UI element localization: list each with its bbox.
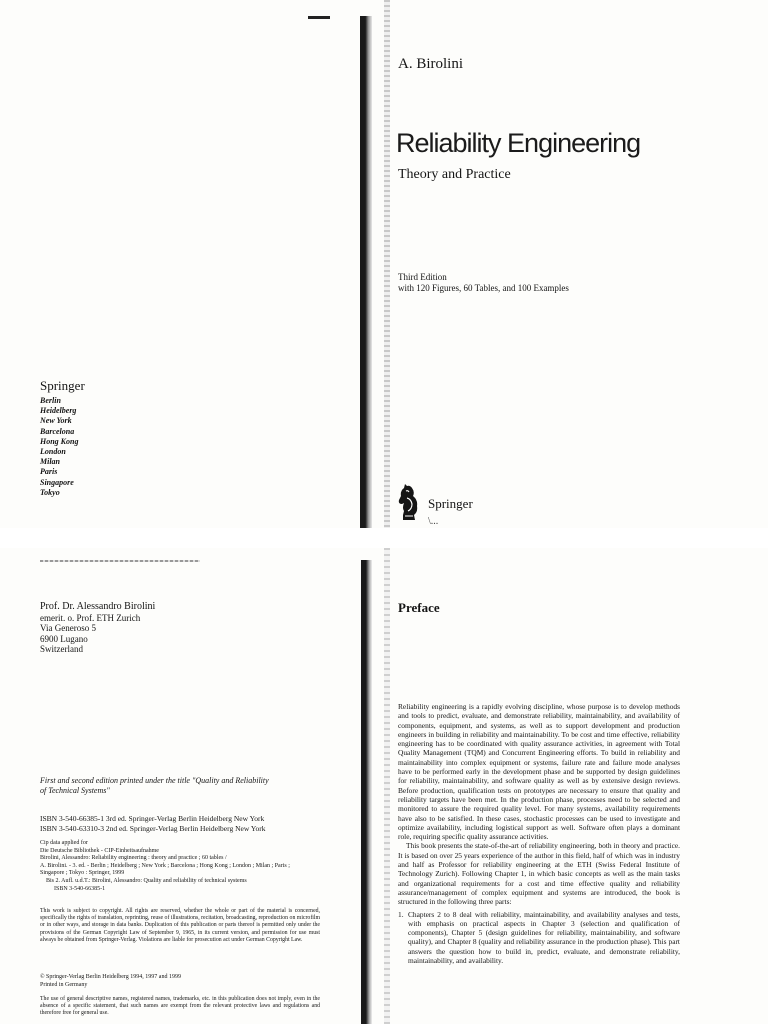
publisher-name: Springer [40, 378, 85, 393]
city: Barcelona [40, 426, 75, 436]
note-line: First and second edition printed under the title "Quality and Reliability [40, 776, 269, 785]
springer-knight-logo-icon [396, 482, 422, 522]
title-page [384, 0, 768, 528]
edition-info [398, 272, 569, 294]
preface-list-item [398, 910, 680, 966]
city: Paris [40, 467, 58, 477]
figures-note: with 120 Figures, 60 Tables, and 100 Examples [398, 283, 569, 293]
cip-line: Die Deutsche Bibliothek - CIP-Einheitsaufnahme [40, 847, 159, 854]
note-line: of Technical Systems" [40, 786, 110, 795]
page-gutter [361, 560, 372, 1024]
city: London [40, 447, 66, 457]
author-address [40, 602, 155, 655]
cip-line: Bis 2. Aufl. u.d.T.: Birolini, Alessandro: Quality and reliability of technical systems [46, 877, 247, 884]
edition-label: Third Edition [398, 272, 447, 282]
address-line: Via Generoso 5 [40, 623, 96, 634]
springer-logo-text: Springer [428, 496, 473, 511]
preface-body [398, 702, 680, 965]
scan-mark [308, 16, 330, 19]
city: Milan [40, 457, 61, 467]
isbn-block [40, 814, 266, 833]
copyright-year: © Springer-Verlag Berlin Heidelberg 1994, 1997 and 1999 [40, 974, 181, 980]
isbn-line: ISBN 3-540-66385-1 3rd ed. Springer-Verlag Berlin Heidelberg New York [40, 814, 265, 823]
preface-heading: Preface [398, 600, 440, 615]
trademark-notice: The use of general descriptive names, registered names, trademarks, etc. in this publication does not imply, even in the absence of a specific statement, that such names are exempt from the relevant protective laws and regulations and therefore free for general use. [40, 996, 320, 1017]
city: Tokyo [40, 487, 60, 497]
city: Singapore [40, 477, 74, 487]
city: New York [40, 416, 72, 426]
scan-edge [384, 0, 390, 528]
city: Berlin [40, 396, 61, 405]
book-subtitle: Theory and Practice [398, 167, 511, 182]
address-line: Switzerland [40, 644, 83, 655]
author-full-name: Prof. Dr. Alessandro Birolini [40, 601, 156, 612]
first-edition-note [40, 776, 269, 796]
list-item-text: Chapters 2 to 8 deal with reliability, maintainability, and availability analyses and tests, with emphasis on practical aspects in Chapter 3 (selection and qualification of components), Chapter 5 (design guidelines for reliability, maintainability, and software quality), and Chapter 8 (quality and reliability assurance in the production phase). This part answers the question how to build in, predict, evaluate, and demonstrate reliability, maintainability, and availability. [408, 909, 680, 966]
publisher-cities [40, 396, 78, 498]
cip-line: ISBN 3-540-66385-1 [54, 885, 106, 892]
address-line: emerit. o. Prof. ETH Zurich [40, 612, 141, 623]
preface-paragraph: Reliability engineering is a rapidly evolving discipline, whose purpose is to develop methods and tools to predict, evaluate, and demonstrate reliability, maintainability, and availability of components, equipment, and systems, as well as to support development and production engineers in building in reliability and maintainability. To be cost and time effective, reliability engineering has to be coordinated with quality assurance activities, in agreement with Total Quality Management (TQM) and Concurrent Engineering efforts. To build in reliability and maintainability into complex equipment or systems, failure rate and failure mode analyses have to be performed early in the development phase and be supported by design guidelines for reliability, maintainability, and software quality as well as by extensive design reviews. Before production, qualification tests on prototypes are necessary to ensure that quality and reliability targets have been met. In the production phase, processes need to be selected and monitored to assure the required quality level. For many systems, availability requirements have also to be satisfied. In these cases, stochastic processes can be used to investigate and optimize availability, including logistical support as well. Software often plays a dominant role, requiring specific quality assurance activities. [398, 702, 680, 842]
cip-line: Cip data applied for [40, 840, 88, 846]
cip-line: A. Birolini. - 3. ed. - Berlin ; Heidelberg ; New York ; Barcelona ; Hong Kong ; London ; Milan ; Paris ; [40, 862, 290, 869]
cip-data [40, 840, 290, 893]
address-line: 6900 Lugano [40, 633, 88, 644]
isbn-line: ISBN 3-540-63310-3 2nd ed. Springer-Verlag Berlin Heidelberg New York [40, 823, 266, 833]
printed-in: Printed in Germany [40, 981, 88, 988]
scan-edge [384, 548, 390, 1024]
list-number: 1. [398, 909, 404, 919]
logo-fragment: \... [428, 516, 439, 527]
city: Hong Kong [40, 436, 79, 446]
cip-line: Birolini, Alessandro: Reliability engineering : theory and practice ; 60 tables / [40, 855, 227, 862]
page-gutter [360, 16, 372, 528]
preface-paragraph: This book presents the state-of-the-art of reliability engineering, both in theory and practice. It is based on over 25 years experience of the author in this field, half of which was in industry and half as Professor for reliability engineering at the ETH (Swiss Federal Institute of Technology Zurich). Following Chapter 1, in which basic concepts as well as the main tasks and organizational requirements for a cost and time effective quality and reliability assurance/management of complex equipment and systems are introduced, the book is structured in the following three parts: [398, 841, 680, 907]
copyright-notice: This work is subject to copyright. All rights are reserved, whether the whole or part of the material is concerned, specifically the rights of translation, reprinting, reuse of illustrations, recitation, broadcasting, reproduction on microfilm or in other ways, and storage in data banks. Duplication of this publication or parts thereof is permitted only under the provisions of the German Copyright Law of September 9, 1965, in its current version, and permission for use must always be obtained from Springer-Verlag. Violations are liable for prosecution act under German Copyright Law. [40, 908, 320, 943]
book-title: Reliability Engineering [396, 128, 641, 158]
scan-edge-top [40, 560, 200, 562]
half-title-page [0, 0, 384, 528]
copyright-line [40, 974, 181, 989]
cip-line: Singapore ; Tokyo : Springer, 1999 [40, 870, 125, 877]
city: Heidelberg [40, 406, 77, 416]
book-author: A. Birolini [398, 56, 464, 72]
